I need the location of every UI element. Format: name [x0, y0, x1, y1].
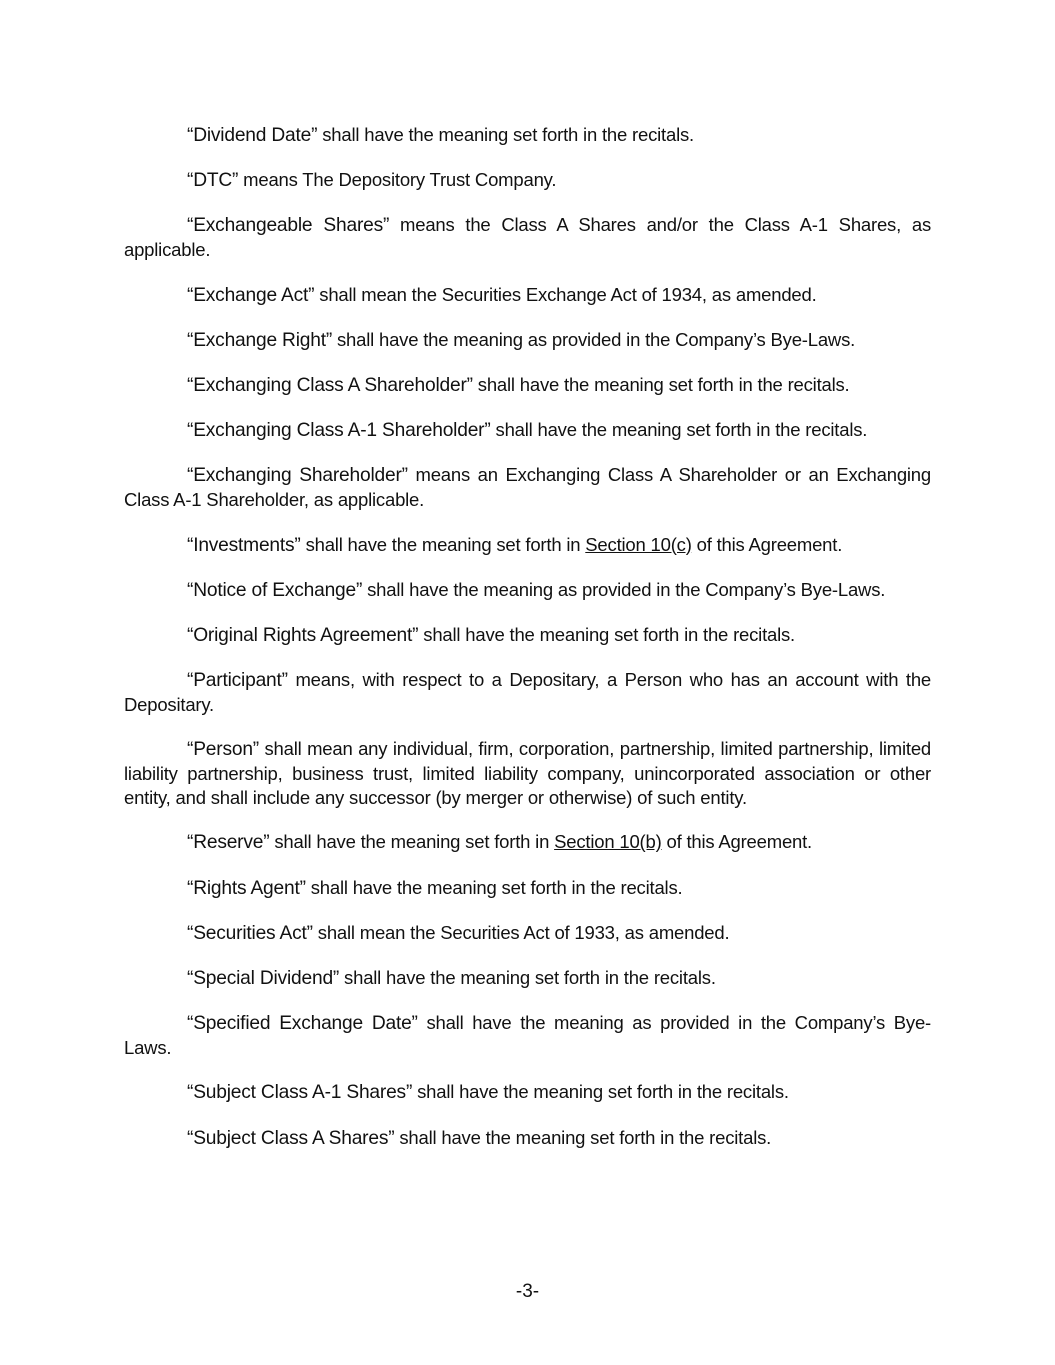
- defined-term: “Exchanging Shareholder”: [187, 465, 408, 487]
- definition-paragraph: [124, 463, 931, 512]
- definition-text: shall have the meaning set forth in the recitals.: [339, 967, 716, 988]
- definition-paragraph: [124, 1126, 931, 1151]
- definition-paragraph: [124, 283, 931, 308]
- definition-text: shall have the meaning set forth in the recitals.: [412, 1081, 789, 1103]
- defined-term: “Exchange Act”: [187, 284, 315, 306]
- defined-term: “Special Dividend”: [187, 968, 340, 989]
- definition-text: shall have the meaning set forth in the recitals.: [472, 373, 850, 395]
- defined-term: “Securities Act”: [187, 922, 313, 944]
- definition-text: shall have the meaning set forth in: [269, 831, 555, 853]
- definition-paragraph: [124, 213, 931, 262]
- definition-paragraph: [124, 533, 931, 558]
- defined-term: “Subject Class A-1 Shares”: [187, 1082, 413, 1104]
- definition-text: shall have the meaning as provided in the Company’s Bye-Laws.: [362, 578, 886, 600]
- document-body: [124, 123, 931, 1171]
- definition-text: shall mean the Securities Act of 1933, as amended.: [312, 921, 730, 943]
- definition-text: means an Exchanging Class A Shareholder or an Exchanging Class A-1 Shareholder, as applicable.: [124, 464, 931, 511]
- defined-term: “Investments”: [187, 534, 301, 556]
- defined-term: “Exchange Right”: [187, 329, 333, 351]
- defined-term: “Subject Class A Shares”: [187, 1127, 395, 1149]
- definition-paragraph: [124, 328, 931, 353]
- defined-term: “Exchangeable Shares”: [187, 215, 390, 237]
- definition-text: means the Class A Shares and/or the Class A-1 Shares, as applicable.: [124, 214, 931, 261]
- definition-text: shall mean any individual, firm, corporation, partnership, limited partnership, limited liability partnership, business trust, limited liability company, unincorporated association or other entity, and shall include any successor (by merger or otherwise) of such entity.: [124, 738, 931, 809]
- definition-paragraph: [124, 168, 931, 193]
- definition-text: shall have the meaning set forth in the recitals.: [418, 623, 796, 645]
- definition-paragraph: [124, 668, 931, 717]
- defined-term: “Person”: [187, 739, 259, 761]
- definition-paragraph: [124, 966, 931, 991]
- definition-paragraph: [124, 830, 931, 855]
- definition-paragraph: [124, 921, 931, 946]
- definition-text: means The Depository Trust Company.: [238, 169, 557, 191]
- definition-paragraph: [124, 418, 931, 443]
- definition-text: shall have the meaning set forth in: [300, 533, 586, 555]
- defined-term: “Rights Agent”: [187, 877, 306, 899]
- defined-term: “Original Rights Agreement”: [187, 624, 419, 646]
- definition-paragraph: [124, 737, 931, 810]
- definition-text-after: of this Agreement.: [661, 831, 812, 853]
- defined-term: “Specified Exchange Date”: [187, 1013, 418, 1035]
- section-reference-link[interactable]: Section 10(b): [554, 831, 662, 853]
- definition-paragraph: [124, 373, 931, 398]
- section-reference-link[interactable]: Section 10(c): [585, 533, 692, 555]
- definition-text: shall have the meaning set forth in the recitals.: [305, 876, 683, 898]
- defined-term: “Exchanging Class A-1 Shareholder”: [187, 420, 491, 442]
- definition-text: shall have the meaning as provided in the Company’s Bye-Laws.: [124, 1012, 931, 1059]
- definition-text: means, with respect to a Depositary, a Person who has an account with the Depositary.: [124, 669, 931, 716]
- defined-term: “Dividend Date”: [187, 125, 318, 146]
- definition-text: shall have the meaning set forth in the recitals.: [317, 124, 694, 145]
- definition-text: shall have the meaning as provided in the Company’s Bye-Laws.: [332, 328, 856, 350]
- definition-text: shall have the meaning set forth in the recitals.: [394, 1126, 772, 1148]
- definition-paragraph: [124, 623, 931, 648]
- definition-text-after: of this Agreement.: [691, 533, 843, 555]
- definition-text: shall mean the Securities Exchange Act of 1934, as amended.: [314, 283, 817, 305]
- definition-paragraph: [124, 876, 931, 901]
- defined-term: “Reserve”: [187, 832, 270, 854]
- definition-paragraph: [124, 1011, 931, 1060]
- defined-term: “DTC”: [187, 170, 239, 192]
- defined-term: “Notice of Exchange”: [187, 579, 363, 601]
- definition-paragraph: [124, 578, 931, 603]
- definition-text: shall have the meaning set forth in the recitals.: [490, 419, 868, 441]
- definition-paragraph: [124, 123, 931, 148]
- defined-term: “Exchanging Class A Shareholder”: [187, 374, 473, 396]
- defined-term: “Participant”: [187, 670, 288, 692]
- definition-paragraph: [124, 1080, 931, 1105]
- page-number: -3-: [515, 1281, 540, 1302]
